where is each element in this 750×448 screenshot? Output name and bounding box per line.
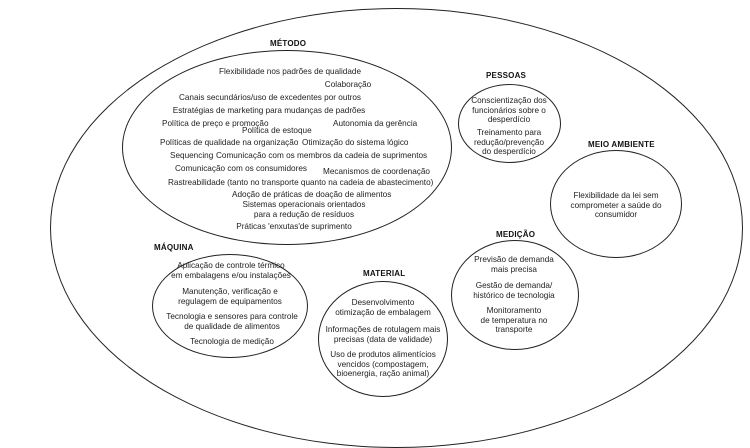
metodo-item: Autonomia da gerência (333, 119, 418, 128)
medicao-title: MEDIÇÃO (496, 230, 536, 239)
metodo-item: Práticas 'enxutas'de suprimento (236, 222, 352, 231)
maquina-title: MÁQUINA (154, 243, 194, 252)
maquina-item: Tecnologia e sensores para controle de qualidade de alimentos (166, 312, 298, 331)
metodo-item: Comunicação com os membros da cadeia de suprimentos (216, 151, 428, 160)
maquina-item: Aplicação de controle térmico em embalagens e/ou instalações (171, 261, 291, 280)
metodo-item: Política de estoque (242, 126, 312, 135)
metodo-item: Mecanismos de coordenação (323, 167, 430, 176)
maquina-item: Tecnologia de medição (190, 337, 274, 346)
meio-ambiente-item: Flexibilidade da lei sem comprometer a saúde do consumidor (570, 191, 662, 220)
metodo-item: Canais secundários/uso de excedentes por outros (178, 93, 362, 102)
medicao-item: Gestão de demanda/ histórico de tecnologia (473, 281, 555, 300)
medicao-item: Previsão de demanda mais precisa (474, 255, 554, 274)
metodo-item: Colaboração (324, 80, 372, 89)
metodo-item: Adoção de práticas de doação de alimentos (232, 190, 392, 199)
metodo-item: Otimização do sistema lógico (302, 138, 409, 147)
pessoas-item: Conscientização dos funcionários sobre o desperdício (471, 96, 547, 125)
metodo-item: Comunicação com os consumidores (175, 164, 307, 173)
metodo-item: Rastreabilidade (tanto no transporte quanto na cadeia de abastecimento) (168, 178, 434, 187)
meio-ambiente-title: MEIO AMBIENTE (588, 140, 655, 149)
metodo-item: Flexibilidade nos padrões de qualidade (218, 67, 362, 76)
metodo-title: MÉTODO (270, 39, 307, 48)
metodo-item: Sistemas operacionais orientados para a redução de resíduos (242, 200, 366, 219)
material-item: Desenvolvimento otimização de embalagem (335, 298, 431, 317)
pessoas-title: PESSOAS (486, 71, 527, 80)
metodo-item: Estratégias de marketing para mudanças de padrões (172, 106, 366, 115)
material-title: MATERIAL (363, 269, 406, 278)
material-item: Uso de produtos alimentícios vencidos (compostagem, bioenergia, ração animal) (330, 350, 436, 379)
material-item: Informações de rotulagem mais precisas (data de validade) (325, 325, 441, 344)
metodo-item: Política de preço e promoção (162, 119, 269, 128)
pessoas-item: Treinamento para redução/prevenção do desperdício (473, 128, 545, 157)
metodo-item: Sequencing (170, 151, 214, 160)
maquina-item: Manutenção, verificação e regulagem de equipamentos (178, 287, 282, 306)
medicao-item: Monitoramento de temperatura no transporte (480, 306, 548, 335)
metodo-item: Políticas de qualidade na organização (160, 138, 299, 147)
